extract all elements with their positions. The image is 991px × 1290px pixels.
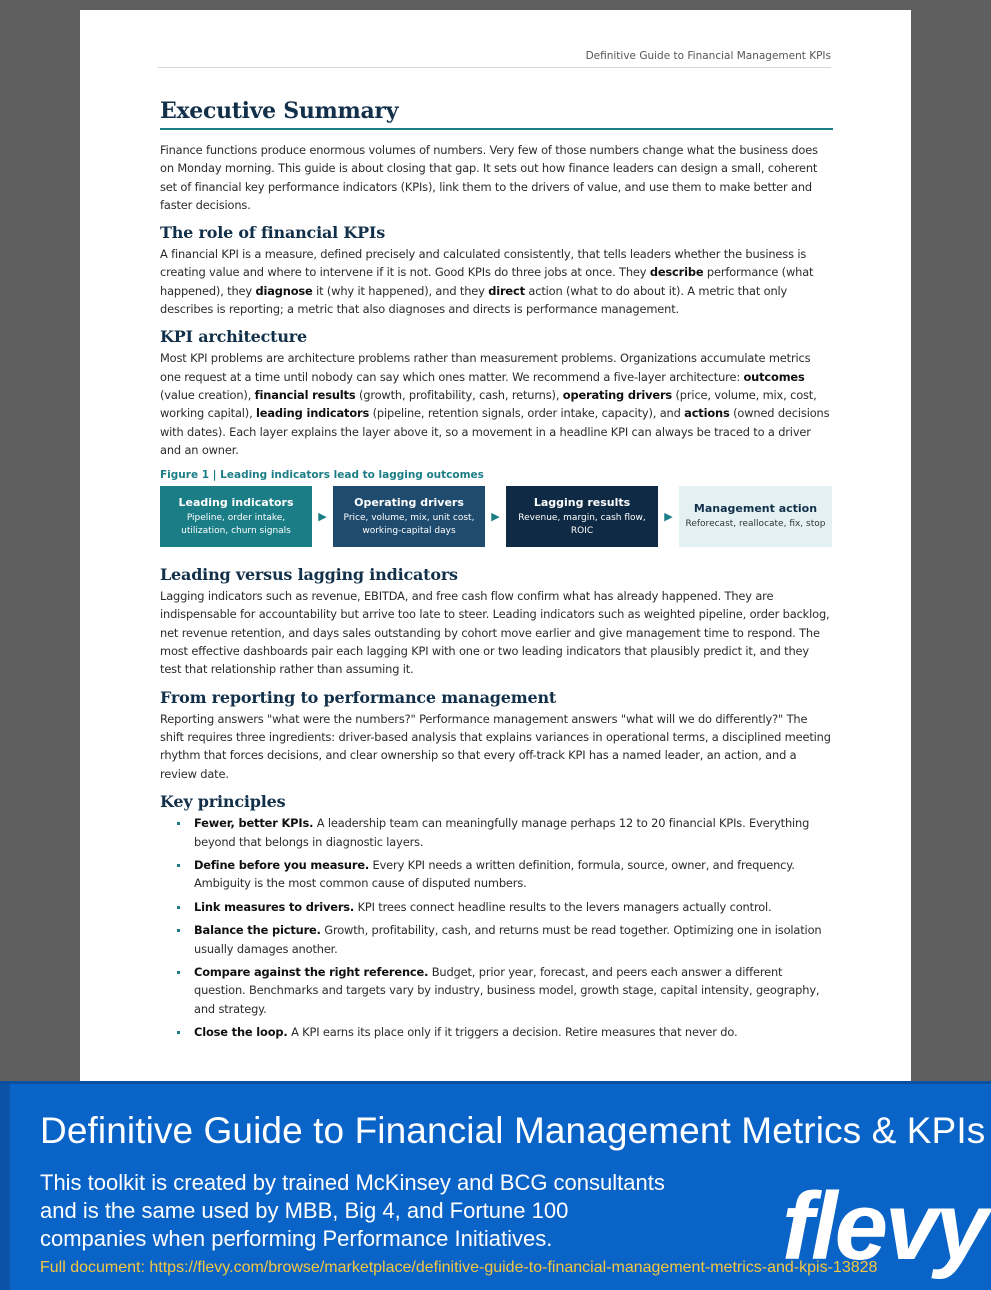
banner-title: Definitive Guide to Financial Management Metrics & KPIs [40,1110,986,1151]
full-document-link[interactable]: Full document: https://flevy.com/browse/marketplace/definitive-guide-to-financial-management-metrics-and-kpis-13828 [40,1259,878,1276]
section-body-leading-lagging: Lagging indicators such as revenue, EBITDA, and free cash flow confirm what has already happened. They are indispensable for accountability but arrive too late to steer. Leading indicators such as weighted pipeline, order backlog, net revenue retention, and days sales outstanding by cohort move earlier and give management time to respond. The most effective dashboards pair each lagging KPI with one or two leading indicators that plausibly predict it, and they test that relationship rather than assuming it. [160,589,830,677]
running-header: Definitive Guide to Financial Management KPIs [158,50,831,68]
section-heading-architecture: KPI architecture [160,327,307,347]
flow-box-subtitle: Reforecast, reallocate, fix, stop [685,519,826,530]
flow-box-title: Lagging results [533,496,631,510]
flow-box-leading-indicators [160,486,312,547]
flow-box-management-action [679,486,832,547]
flow-diagram [160,486,833,547]
section-heading-principles: Key principles [160,791,286,811]
list-item: Link measures to drivers. KPI trees connect headline results to the levers managers actually control. [174,898,833,917]
section-heading-leading-lagging: Leading versus lagging indicators [160,565,458,585]
arrow-right-icon: ▶ [491,510,500,524]
list-item: Define before you measure. Every KPI needs a written definition, formula, source, owner, and frequency. Ambiguity is the most common cause of disputed numbers. [174,856,833,893]
flow-box-title: Management action [693,502,818,516]
list-item: Fewer, better KPIs. A leadership team can meaningfully manage perhaps 12 to 20 financial KPIs. Everything beyond that belongs in diagnostic layers. [174,814,833,851]
flow-box-operating-drivers [333,486,485,547]
flow-box-subtitle: Price, volume, mix, unit cost, working-capital days [343,513,475,536]
flow-box-title: Operating drivers [354,496,464,510]
list-item: Compare against the right reference. Budget, prior year, forecast, and peers each answer a different question. Benchmarks and targets vary by industry, business model, growth stage, capital intensity, geography, and strategy. [174,963,833,1019]
flow-box-lagging-results [506,486,658,547]
flow-box-subtitle: Pipeline, order intake, utilization, churn signals [181,513,291,536]
arrow-right-icon: ▶ [664,510,673,524]
section-heading-role: The role of financial KPIs [160,223,386,243]
principles-list [174,814,833,1042]
section-body-architecture: Most KPI problems are architecture problems rather than measurement problems. Organizations accumulate metrics one request at a time until nobody can say which ones matter. We recommend a five-layer architecture: outcomes (value creation), financial results (growth, profitability, cash, returns), operating drivers (price, volume, mix, cost, working capital), leading indicators (pipeline, retention signals, order intake, capacity), and actions (owned decisions with dates). Each layer explains the layer above it, so a movement in a headline KPI can always be traced to a driver and an owner. [160,351,830,457]
list-item: Close the loop. A KPI earns its place only if it triggers a decision. Retire measures that never do. [174,1023,833,1042]
banner-description: This toolkit is created by trained McKinsey and BCG consultants and is the same used by MBB, Big 4, and Fortune 100 companies when performing Performance Initiatives. [40,1170,665,1251]
flow-box-title: Leading indicators [178,496,294,510]
figure-caption: Figure 1 | Leading indicators lead to lagging outcomes [160,469,484,482]
section-heading-reporting: From reporting to performance management [160,687,557,707]
promo-banner [0,1081,991,1290]
section-body-reporting: Reporting answers "what were the numbers?" Performance management answers "what will we do differently?" The shift requires three ingredients: driver-based analysis that explains variances in operational terms, a disciplined meeting rhythm that forces decisions, and clear ownership so that every off-track KPI has a named leader, an action, and a review date. [160,711,831,781]
flevy-logo: flevy [782,1173,986,1280]
intro-paragraph: Finance functions produce enormous volumes of numbers. Very few of those numbers change what the business does on Monday morning. This guide is about closing that gap. It sets out how finance leaders can design a small, coherent set of financial key performance indicators (KPIs), link them to the drivers of value, and use them to make better and faster decisions. [160,143,818,212]
section-body-role: A financial KPI is a measure, defined precisely and calculated consistently, that tells leaders whether the business is creating value and where to intervene if it is not. Good KPIs do three jobs at once. They describe performance (what happened), they diagnose it (why it happened), and they direct action (what to do about it). A metric that only describes is reporting; a metric that also diagnoses and directs is performance management. [160,247,814,317]
arrow-right-icon: ▶ [318,510,327,524]
list-item: Balance the picture. Growth, profitability, cash, and returns must be read together. Optimizing one in isolation usually damages another. [174,921,833,958]
page-title: Executive Summary [160,98,833,130]
document-content [160,98,833,1047]
banner-accent-bar [0,1084,10,1290]
flow-box-subtitle: Revenue, margin, cash flow, ROIC [518,513,646,536]
document-page [80,10,911,1090]
